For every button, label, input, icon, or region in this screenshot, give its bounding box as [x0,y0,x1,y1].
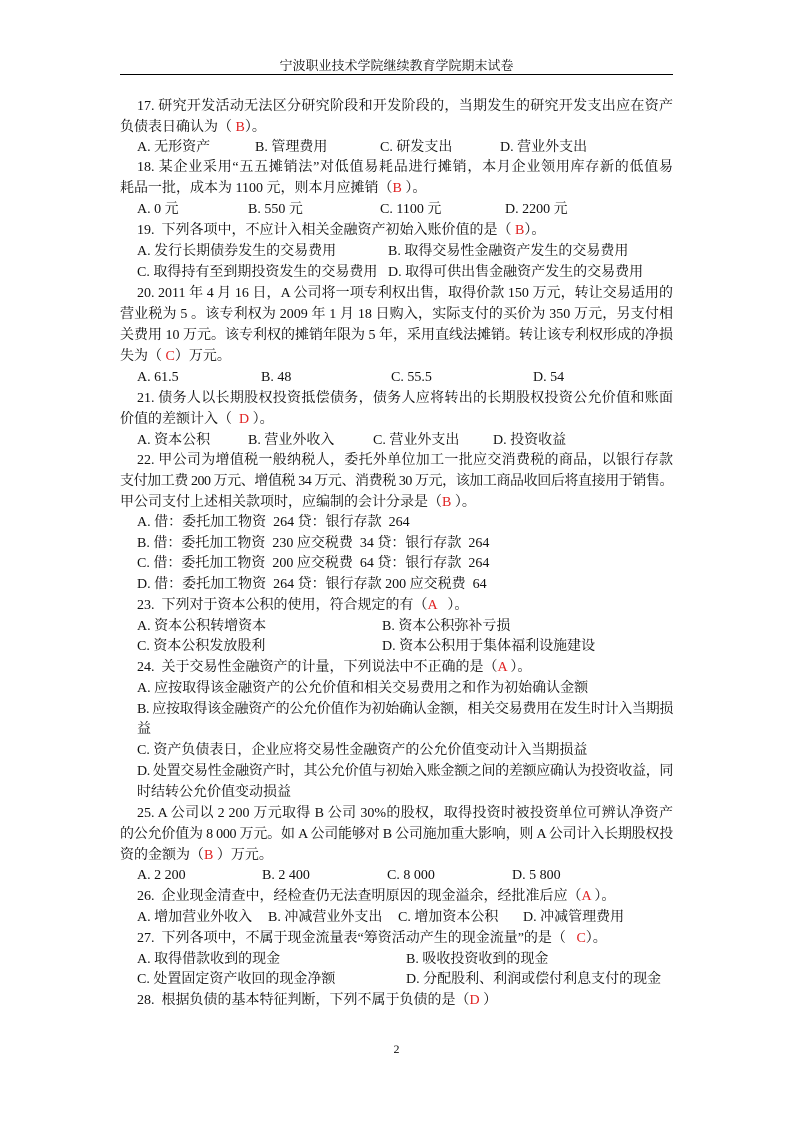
option-line [137,700,673,720]
option-a: A. 增加营业外收入 [137,910,253,925]
option-b: B. 管理费用 [255,140,328,155]
answer-letter: D [239,412,250,427]
line-text: 27. 下列各项中，不属于现金流量表“筹资活动产生的现金流量”的是（ [137,931,577,946]
line-text: ）万元。 [174,349,231,364]
question-line [137,158,673,178]
question-continuation [120,118,673,138]
line-text: 25. A 公司以 2 200 万元取得 B 公司 30%的股权，取得投资时被投资单位可辨认净资产 [137,806,673,821]
option-line [137,368,673,388]
question-continuation [120,493,673,513]
option-line [137,575,673,595]
question-continuation [120,179,673,199]
option-b: D. 取得可供出售金融资产发生的交易费用 [388,265,644,280]
line-text: 18. 某企业采用“五五摊销法”对低值易耗品进行摊销，本月企业领用库存新的低值易 [137,160,673,175]
option-a: C. 资本公积发放股利 [137,639,266,654]
question-continuation [120,825,673,845]
line-text: B. 借：委托加工物资 230 应交税费 34 贷：银行存款 264 [137,536,490,551]
question-line [137,221,673,241]
line-text: ）万元。 [213,848,273,863]
line-text: 24. 关于交易性金融资产的计量，下列说法中不正确的是（ [137,660,498,675]
answer-letter: A [581,889,591,904]
option-line [137,617,673,637]
line-text: ）。 [524,223,546,238]
option-d: D. 2200 元 [505,202,568,217]
option-c: C. 55.5 [391,370,432,385]
line-text: 耗品一批，成本为 1100 元，则本月应摊销（ [120,181,393,196]
question-continuation [120,410,673,430]
question-line [137,451,673,471]
line-text: ）。 [436,598,469,613]
option-line [137,242,673,262]
question-line [137,596,673,616]
header-rule [120,74,673,75]
option-line [137,534,673,554]
option-b: B. 营业外收入 [248,433,335,448]
answer-letter: B [235,120,245,135]
line-text: 营业税为 5 。该专利权为 2009 年 1 月 18 日购入，实际支付的买价为 350 万元，另支付相 [120,307,673,322]
line-text: 时结转公允价值变动损益 [137,785,291,800]
line-text: A. 应按取得该金融资产的公允价值和相关交易费用之和作为初始确认金额 [137,681,589,696]
line-text: A. 借：委托加工物资 264 贷：银行存款 264 [137,515,410,530]
option-a: C. 处置固定资产收回的现金净额 [137,972,336,987]
line-text: C. 资产负债表日，企业应将交易性金融资产的公允价值变动计入当期损益 [137,743,588,758]
option-a: A. 取得借款收到的现金 [137,952,281,967]
option-d: D. 投资收益 [493,433,567,448]
question-line [137,97,673,117]
line-text: 21. 债务人以长期股权投资抵偿债务，债务人应将转出的长期股权投资公允价值和账面 [137,391,673,406]
line-text: 20. 2011 年 4 月 16 日，A 公司将一项专利权出售，取得价款 150 万元，转让交易适用的 [137,286,673,301]
option-line [137,679,673,699]
line-text: 关费用 10 万元。该专利权的摊销年限为 5 年，采用直线法摊销。转让该专利权形成的净损 [120,328,673,343]
answer-letter: B [392,181,402,196]
option-b: B. 550 元 [248,202,303,217]
option-c: C. 研发支出 [380,140,453,155]
page-header: 宁波职业技术学院继续教育学院期末试卷 [279,58,514,73]
line-text: ）。 [451,495,476,510]
question-line [137,929,673,949]
line-text: 资的金额为（ [120,848,204,863]
option-c: C. 增加资本公积 [398,910,499,925]
line-text: ） [479,993,498,1008]
answer-letter: D [469,993,480,1008]
line-text: B. 应按取得该金融资产的公允价值作为初始确认金额，相关交易费用在发生时计入当期损 [137,702,673,717]
question-line [137,887,673,907]
answer-letter: C [576,931,586,946]
line-text: 益 [137,722,151,737]
option-line [137,783,673,803]
question-continuation [120,846,673,866]
answer-letter: B [204,848,214,863]
option-d: D. 营业外支出 [500,140,588,155]
line-text: 支付加工费 200 万元、增值税 34 万元、消费税 30 万元，该加工商品收回后将直接用于销售。 [120,474,673,489]
page-number: 2 [393,1042,400,1056]
line-text: ）。 [506,660,532,675]
question-continuation [120,305,673,325]
option-line [137,762,673,782]
line-text: D. 处置交易性金融资产时，其公允价值与初始入账金额之间的差额应确认为投资收益，同 [137,764,673,779]
question-line [137,284,673,304]
answer-letter: B [515,223,525,238]
option-b: B. 2 400 [262,868,310,883]
option-line [137,200,673,220]
line-text: 的公允价值为 8 000 万元。如 A 公司能够对 B 公司施加重大影响，则 A 公司计入长期股权投 [120,827,673,842]
option-line [137,138,673,158]
answer-letter: A [497,660,507,675]
option-a: C. 取得持有至到期投资发生的交易费用 [137,265,378,280]
question-continuation [120,326,673,346]
question-line [137,658,673,678]
option-a: A. 发行长期债券发生的交易费用 [137,244,337,259]
option-b: B. 48 [261,370,292,385]
question-line [137,389,673,409]
option-line [137,970,673,990]
option-line [137,866,673,886]
line-text: C. 借：委托加工物资 200 应交税费 64 贷：银行存款 264 [137,556,490,571]
question-continuation [120,347,673,367]
line-text: ）。 [249,412,274,427]
option-b: B. 吸收投资收到的现金 [406,952,549,967]
question-continuation [120,472,673,492]
option-line [137,637,673,657]
answer-letter: B [442,495,452,510]
option-line [137,950,673,970]
line-text: 23. 下列对于资本公积的使用，符合规定的有（ [137,598,428,613]
option-a: A. 0 元 [137,202,179,217]
line-text: 价值的差额计入（ [120,412,239,427]
question-line [137,991,673,1011]
line-text: 22. 甲公司为增值税一般纳税人，委托外单位加工一批应交消费税的商品，以银行存款 [137,453,673,468]
option-a: A. 无形资产 [137,140,211,155]
line-text: 甲公司支付上述相关款项时，应编制的会计分录是（ [120,495,442,510]
line-text: ）。 [590,889,616,904]
line-text: 负债表日确认为（ [120,120,236,135]
option-line [137,908,673,928]
option-line [137,263,673,283]
line-text: 19. 下列各项中，不应计入相关金融资产初始入账价值的是（ [137,223,515,238]
line-text: D. 借：委托加工物资 264 贷：银行存款 200 应交税费 64 [137,577,487,592]
option-c: C. 8 000 [387,868,435,883]
option-d: D. 冲减管理费用 [523,910,625,925]
line-text: 失为（ [120,349,166,364]
option-b: B. 资本公积弥补亏损 [382,619,511,634]
option-line [137,431,673,451]
line-text: 17. 研究开发活动无法区分研究阶段和开发阶段的，当期发生的研究开发支出应在资产 [137,99,673,114]
option-line [137,513,673,533]
answer-letter: A [427,598,437,613]
line-text: ）。 [244,120,266,135]
option-a: A. 2 200 [137,868,186,883]
line-text: ）。 [401,181,427,196]
option-c: C. 1100 元 [380,202,442,217]
option-line [137,720,673,740]
option-line [137,741,673,761]
option-c: C. 营业外支出 [373,433,460,448]
option-d: D. 54 [533,370,565,385]
option-b: B. 冲减营业外支出 [268,910,383,925]
line-text: 28. 根据负债的基本特征判断，下列不属于负债的是（ [137,993,470,1008]
option-b: D. 分配股利、利润或偿付利息支付的现金 [406,972,662,987]
option-a: A. 61.5 [137,370,179,385]
option-b: B. 取得交易性金融资产发生的交易费用 [388,244,629,259]
line-text: 26. 企业现金清查中，经检查仍无法查明原因的现金溢余，经批准后应（ [137,889,582,904]
option-b: D. 资本公积用于集体福利设施建设 [382,639,596,654]
line-text: ）。 [585,931,607,946]
option-a: A. 资本公积 [137,433,211,448]
option-d: D. 5 800 [512,868,561,883]
question-line [137,804,673,824]
option-line [137,554,673,574]
option-a: A. 资本公积转增资本 [137,619,267,634]
answer-letter: C [165,349,175,364]
